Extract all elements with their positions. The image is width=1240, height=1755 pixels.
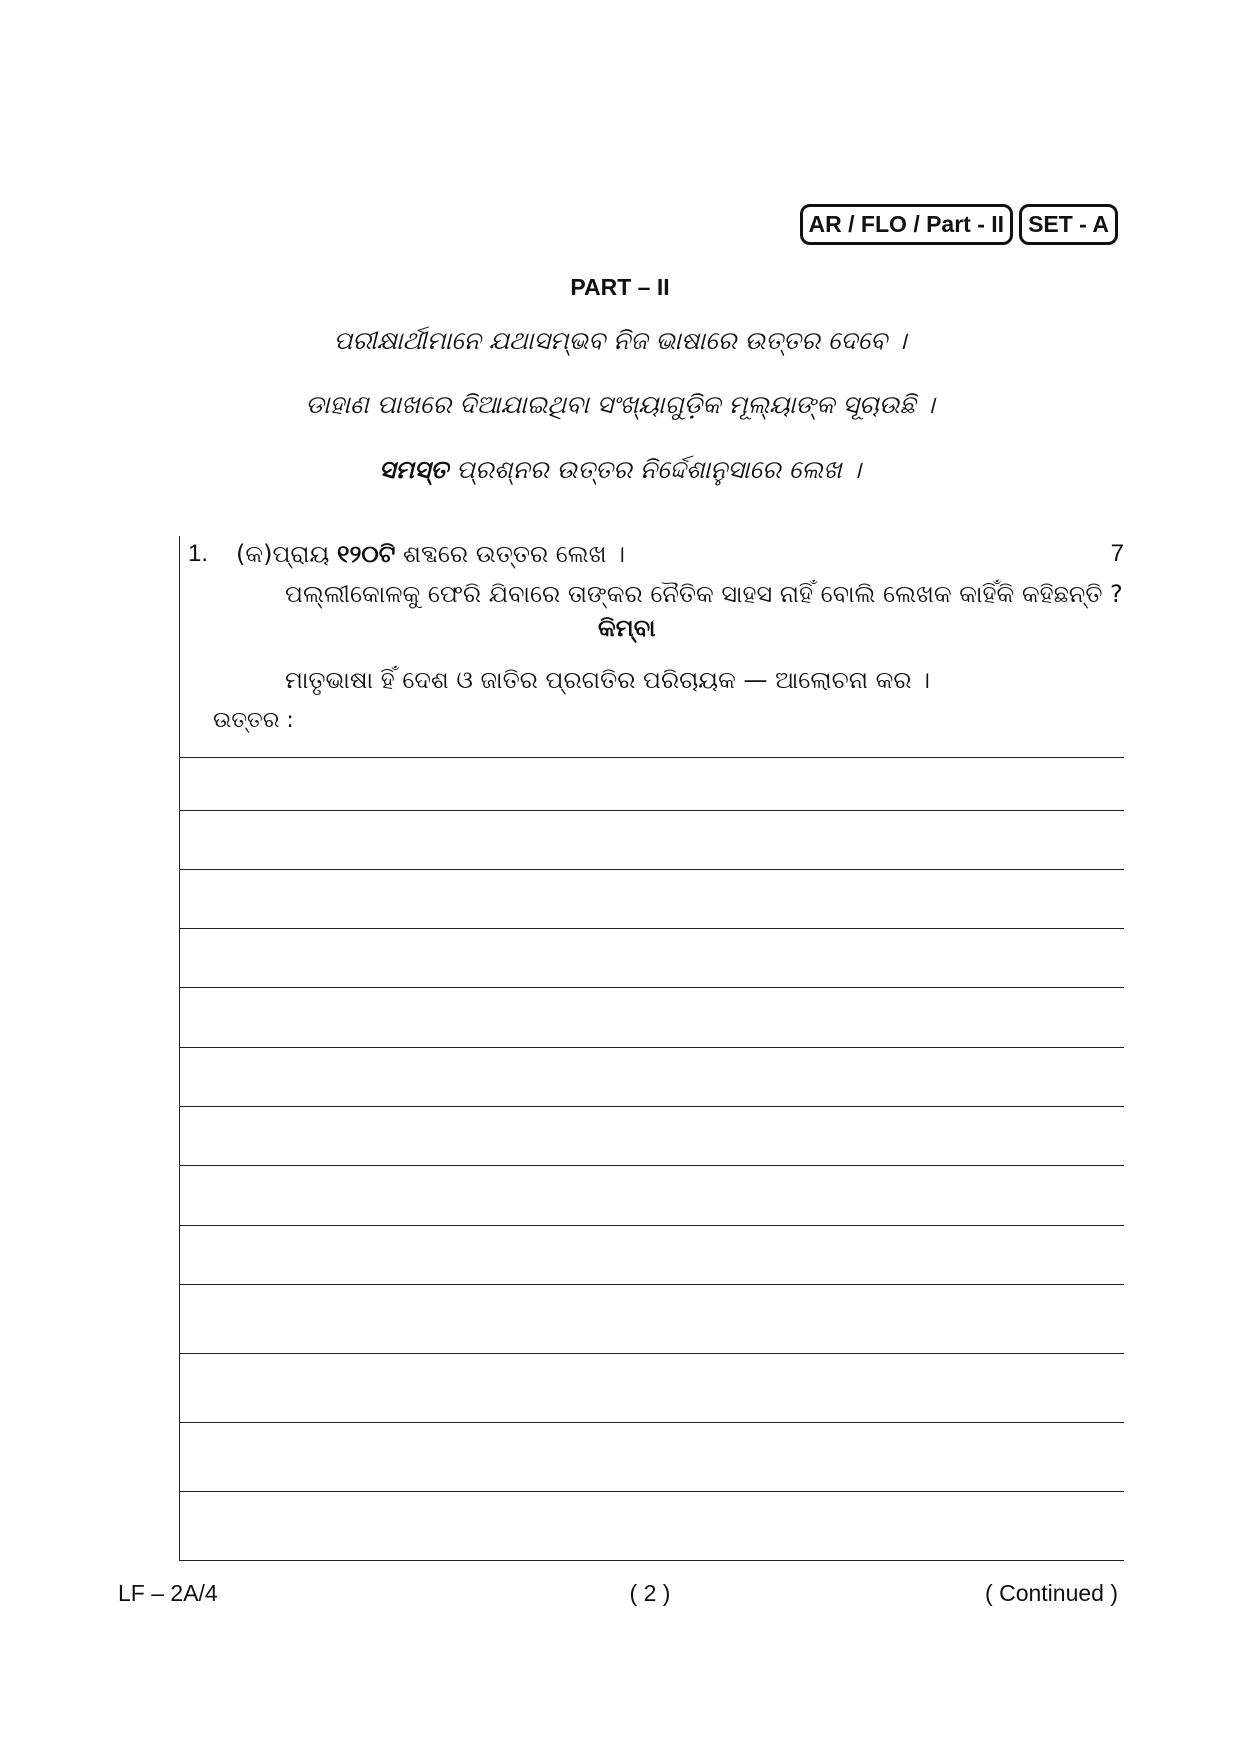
answer-line (180, 757, 1124, 758)
question-instruction (236, 540, 625, 568)
answer-line (180, 1047, 1124, 1048)
word-count: ୧୨୦ଟି (336, 540, 396, 568)
question-option-1: ପଲ୍ଲୀକୋଳକୁ ଫେରି ଯିବାରେ ତାଙ୍କର ନୈତିକ ସାହସ ନାହିଁ ବୋଲି ଲେଖକ କାହିଁକି କହିଛନ୍ତି ? (285, 580, 1123, 608)
or-label: କିମ୍ବା (598, 614, 656, 642)
instruction-line-3 (0, 455, 1240, 485)
question-panel (179, 536, 1124, 1561)
paper-code: AR / FLO / Part - II (800, 204, 1014, 245)
answer-line (180, 987, 1124, 988)
instruction-rest: ପ୍ରଶ୍ନର ଉତ୍ତର ନିର୍ଦ୍ଦେଶାନୁସାରେ ଲେଖ । (448, 455, 861, 484)
question-marks: 7 (1110, 540, 1124, 567)
instruction-line-2: ଡାହାଣ ପାଖରେ ଦିଆଯାଇଥିବା ସଂଖ୍ୟାଗୁଡ଼ିକ ମୂଲ୍ୟାଙ୍କ ସୂଚାଉଛି । (305, 390, 935, 419)
answer-line (180, 1225, 1124, 1226)
instruction-line-1: ପରୀକ୍ଷାର୍ଥୀମାନେ ଯଥାସମ୍ଭବ ନିଜ ଭାଷାରେ ଉତ୍ତର ଦେବେ । (333, 326, 907, 355)
question-number: 1. (188, 540, 209, 567)
answer-line (180, 1165, 1124, 1166)
continued-label: ( Continued ) (985, 1580, 1118, 1606)
answer-line (180, 1491, 1124, 1492)
question-header (180, 540, 1124, 570)
answer-label: ଉତ୍ତର : (213, 708, 294, 733)
question-prefix: (କ)ପ୍ରାୟ (236, 540, 337, 568)
answer-line (180, 869, 1124, 870)
answer-line (180, 1106, 1124, 1107)
answer-line (180, 810, 1124, 811)
question-option-2: ମାତୃଭାଷା ହିଁ ଦେଶ ଓ ଜାତିର ପ୍ରଗତିର ପରିଚାୟକ — ଆଲୋଚନା କର । (285, 666, 930, 694)
answer-line (180, 1422, 1124, 1423)
answer-line (180, 1284, 1124, 1285)
footer-code: LF – 2A/4 (118, 1580, 218, 1606)
instruction-bold-word: ସମସ୍ତ (379, 455, 449, 484)
part-title: PART – II (570, 274, 670, 300)
question-suffix: ଶବ୍ଦରେ ଉତ୍ତର ଲେଖ । (395, 540, 626, 568)
paper-code-box (800, 204, 1118, 245)
set-label: SET - A (1019, 204, 1118, 245)
answer-line (180, 1560, 1124, 1561)
answer-line (180, 928, 1124, 929)
answer-line (180, 1353, 1124, 1354)
page-number: ( 2 ) (629, 1580, 671, 1606)
